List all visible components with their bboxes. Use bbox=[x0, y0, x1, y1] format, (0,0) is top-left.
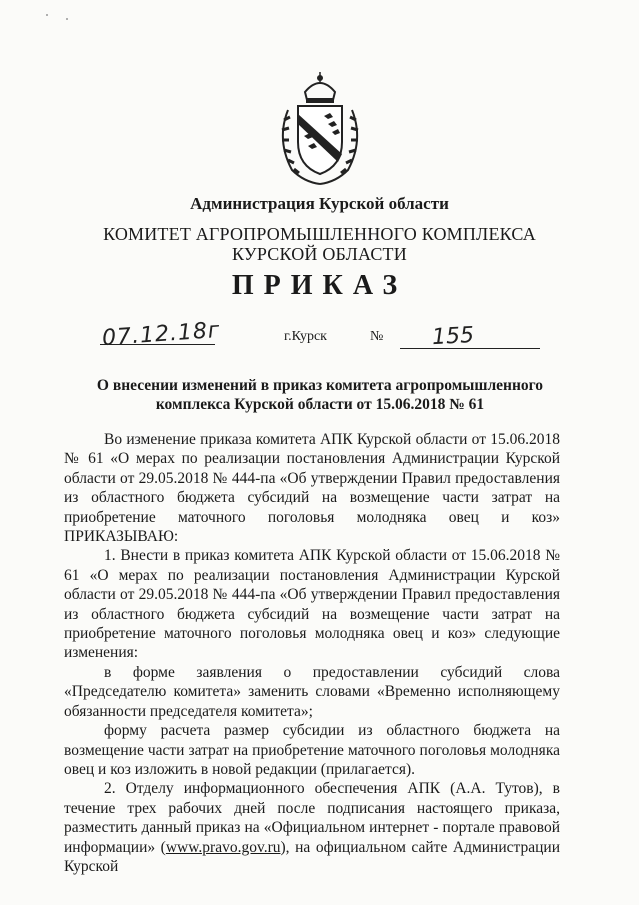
subject-line1: О внесении изменений в приказ комитета агропромышленного bbox=[96, 377, 544, 394]
document-type-title: ПРИКАЗ bbox=[231, 270, 408, 301]
number-underline bbox=[400, 348, 540, 349]
body-paragraph-item-2 bbox=[64, 779, 560, 876]
order-meta-row bbox=[0, 318, 639, 358]
body-paragraph-preamble: Во изменение приказа комитета АПК Курской области от 15.06.2018 № 61 «О мерах по реализации постановления Администрации Курской области от 29.05.2018 № 444-па «Об утверждении Правил предоставления из областного бюджета субсидий на возмещение части затрат на приобретение маточного поголовья молодняка овец и коз» ПРИКАЗЫВАЮ: bbox=[64, 431, 560, 546]
pravo-gov-link[interactable]: www.pravo.gov.ru bbox=[165, 838, 281, 856]
administration-title: Администрация Курской области bbox=[190, 194, 449, 213]
item-2-text-start: 2. Отделу информационного обеспечения АПК (А.А. Тутов), в течение трех рабочих дней после подписания настоящего приказа, разместить данный приказ на «Официальном интернет - портале правовой информации» ( bbox=[64, 780, 560, 856]
scan-speck bbox=[46, 14, 48, 16]
order-body bbox=[64, 430, 560, 876]
date-underline bbox=[100, 344, 215, 345]
body-paragraph-change-1: в форме заявления о предоставлении субсидий слова «Председателю комитета» заменить словами «Временно исполняющему обязанности председателя комитета»; bbox=[64, 663, 560, 720]
body-paragraph-change-2: форму расчета размер субсидии из областного бюджета на возмещение части затрат на приобретение маточного поголовья молодняка овец и коз изложить в новой редакции (прилагается). bbox=[64, 722, 560, 778]
scan-speck bbox=[66, 18, 68, 20]
city-label: г.Курск bbox=[284, 329, 327, 344]
order-subject bbox=[80, 376, 560, 414]
committee-title-line1: КОМИТЕТ АГРОПРОМЫШЛЕННОГО КОМПЛЕКСА bbox=[103, 224, 536, 244]
kursk-coat-of-arms-icon bbox=[270, 70, 370, 190]
committee-title-line2: КУРСКОЙ ОБЛАСТИ bbox=[232, 244, 407, 264]
subject-line2: комплекса Курской области от 15.06.2018 № 61 bbox=[155, 396, 485, 413]
handwritten-number: 155 bbox=[431, 322, 475, 351]
handwritten-date: 07.12.18г bbox=[101, 317, 222, 352]
item-2-text-end: ), на официальном сайте Администрации Курской bbox=[64, 838, 561, 875]
body-paragraph-item-1: 1. Внести в приказ комитета АПК Курской области от 15.06.2018 № 61 «О мерах по реализации постановления Администрации Курской области от 29.05.2018 № 444-па «Об утверждении Правил предоставления из областного бюджета субсидий на возмещение части затрат на приобретение маточного поголовья молодняка овец и коз» следующие изменения: bbox=[64, 547, 560, 662]
committee-title bbox=[0, 224, 639, 264]
number-sign: № bbox=[370, 329, 384, 344]
